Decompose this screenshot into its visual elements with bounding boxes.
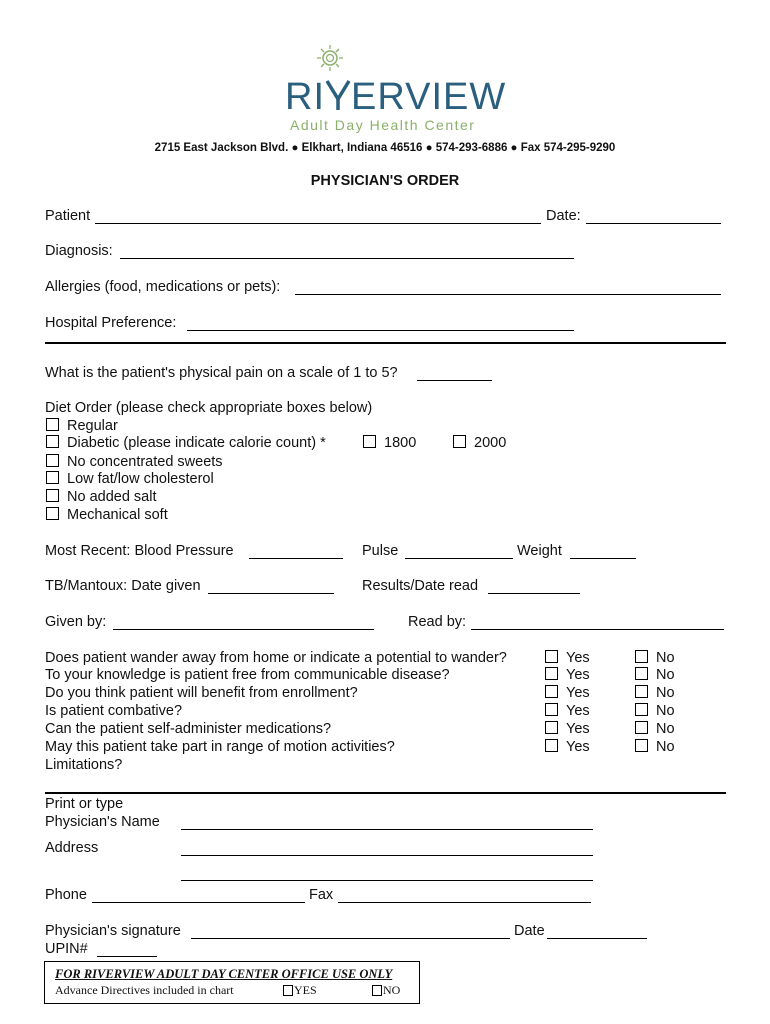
- no-label: No: [656, 703, 675, 719]
- physician-name-label: Physician's Name: [45, 814, 160, 830]
- diet-option: Low fat/low cholesterol: [67, 471, 214, 487]
- sign-date-field[interactable]: [547, 938, 647, 939]
- address-line: 2715 East Jackson Blvd. ● Elkhart, Indiana 46516 ● 574-293-6886 ● Fax 574-295-9290: [154, 142, 616, 154]
- calorie-1800-checkbox[interactable]: [363, 435, 376, 448]
- given-by-label: Given by:: [45, 614, 107, 630]
- yes-label: Yes: [566, 703, 590, 719]
- weight-label: Weight: [517, 543, 562, 559]
- date-label: Date:: [546, 208, 581, 224]
- diet-heading: Diet Order (please check appropriate boxes below): [45, 400, 373, 416]
- office-no-checkbox[interactable]: [372, 985, 382, 996]
- logo-name-right: ERVIEW: [351, 76, 507, 118]
- hospital-field[interactable]: [187, 330, 574, 331]
- advance-directives-label: Advance Directives included in chart: [55, 983, 234, 997]
- logo-subtitle: Adult Day Health Center: [290, 117, 476, 133]
- diagnosis-label: Diagnosis:: [45, 243, 113, 259]
- no-checkbox[interactable]: [635, 739, 648, 752]
- office-yes-label: YES: [294, 983, 317, 997]
- hospital-label: Hospital Preference:: [45, 315, 177, 331]
- yes-label: Yes: [566, 721, 590, 737]
- signature-label: Physician's signature: [45, 923, 181, 939]
- diet-lowfat-checkbox[interactable]: [46, 471, 59, 484]
- yes-checkbox[interactable]: [545, 667, 558, 680]
- yes-checkbox[interactable]: [545, 685, 558, 698]
- diet-sweets-checkbox[interactable]: [46, 454, 59, 467]
- allergies-field[interactable]: [295, 294, 721, 295]
- yes-checkbox[interactable]: [545, 721, 558, 734]
- question-text: Can the patient self-administer medications?: [45, 721, 332, 737]
- pulse-field[interactable]: [405, 558, 513, 559]
- logo: [285, 44, 507, 134]
- yes-label: Yes: [566, 650, 590, 666]
- fax-label: Fax: [309, 887, 334, 903]
- blood-pressure-field[interactable]: [249, 558, 343, 559]
- no-checkbox[interactable]: [635, 685, 648, 698]
- diet-salt-checkbox[interactable]: [46, 489, 59, 502]
- results-field[interactable]: [488, 593, 580, 594]
- diet-option: No concentrated sweets: [67, 454, 223, 470]
- diet-mechanical-checkbox[interactable]: [46, 507, 59, 520]
- allergies-label: Allergies (food, medications or pets):: [45, 279, 281, 295]
- physician-name-field[interactable]: [181, 829, 593, 830]
- no-checkbox[interactable]: [635, 650, 648, 663]
- diet-option: No added salt: [67, 489, 157, 505]
- patient-field[interactable]: [95, 223, 541, 224]
- yes-label: Yes: [566, 667, 590, 683]
- read-by-label: Read by:: [408, 614, 467, 630]
- question-text: Do you think patient will benefit from enrollment?: [45, 685, 358, 701]
- logo-name-left: RI: [285, 76, 325, 118]
- calorie-2000-checkbox[interactable]: [453, 435, 466, 448]
- address-label: Address: [45, 840, 99, 856]
- office-yes-checkbox[interactable]: [283, 985, 293, 996]
- diagnosis-field[interactable]: [120, 258, 574, 259]
- read-by-field[interactable]: [471, 629, 724, 630]
- calorie-2000-label: 2000: [474, 435, 507, 451]
- sign-date-label: Date: [514, 923, 545, 939]
- yes-label: Yes: [566, 685, 590, 701]
- results-label: Results/Date read: [362, 578, 479, 594]
- question-text: Is patient combative?: [45, 703, 183, 719]
- no-checkbox[interactable]: [635, 721, 648, 734]
- given-by-field[interactable]: [113, 629, 374, 630]
- no-label: No: [656, 667, 675, 683]
- date-field[interactable]: [586, 223, 721, 224]
- office-use-box: [44, 961, 420, 1004]
- weight-field[interactable]: [570, 558, 636, 559]
- phone-field[interactable]: [92, 902, 305, 903]
- office-no-label: NO: [383, 983, 401, 997]
- patient-label: Patient: [45, 208, 91, 224]
- no-checkbox[interactable]: [635, 667, 648, 680]
- divider: [45, 792, 726, 794]
- yes-label: Yes: [566, 739, 590, 755]
- person-v-icon: [325, 79, 351, 111]
- blood-pressure-label: Most Recent: Blood Pressure: [45, 543, 234, 559]
- divider: [45, 342, 726, 344]
- diet-diabetic-checkbox[interactable]: [46, 435, 59, 448]
- no-label: No: [656, 685, 675, 701]
- yes-checkbox[interactable]: [545, 703, 558, 716]
- question-text: May this patient take part in range of motion activities?: [45, 739, 395, 755]
- office-use-heading: FOR RIVERVIEW ADULT DAY CENTER OFFICE USE ONLY: [55, 967, 393, 981]
- limitations-label: Limitations?: [45, 757, 123, 773]
- no-checkbox[interactable]: [635, 703, 648, 716]
- diet-option: Diabetic (please indicate calorie count) *: [67, 435, 326, 451]
- no-label: No: [656, 721, 675, 737]
- diet-regular-checkbox[interactable]: [46, 418, 59, 431]
- phone-label: Phone: [45, 887, 87, 903]
- tb-date-label: TB/Mantoux: Date given: [45, 578, 201, 594]
- no-label: No: [656, 650, 675, 666]
- calorie-1800-label: 1800: [384, 435, 417, 451]
- signature-field[interactable]: [191, 938, 510, 939]
- pulse-label: Pulse: [362, 543, 399, 559]
- question-text: To your knowledge is patient free from communicable disease?: [45, 667, 450, 683]
- diet-option: Regular: [67, 418, 118, 434]
- yes-checkbox[interactable]: [545, 739, 558, 752]
- address-field-2[interactable]: [181, 880, 593, 881]
- pain-label: What is the patient's physical pain on a scale of 1 to 5?: [45, 365, 398, 381]
- upin-label: UPIN#: [45, 941, 88, 957]
- pain-field[interactable]: [417, 380, 492, 381]
- yes-checkbox[interactable]: [545, 650, 558, 663]
- diet-option: Mechanical soft: [67, 507, 168, 523]
- page-title: PHYSICIAN'S ORDER: [310, 173, 460, 189]
- print-or-type-label: Print or type: [45, 796, 124, 812]
- question-text: Does patient wander away from home or indicate a potential to wander?: [45, 650, 507, 666]
- no-label: No: [656, 739, 675, 755]
- fax-field[interactable]: [338, 902, 591, 903]
- upin-field[interactable]: [97, 956, 157, 957]
- tb-date-field[interactable]: [208, 593, 334, 594]
- address-field-1[interactable]: [181, 855, 593, 856]
